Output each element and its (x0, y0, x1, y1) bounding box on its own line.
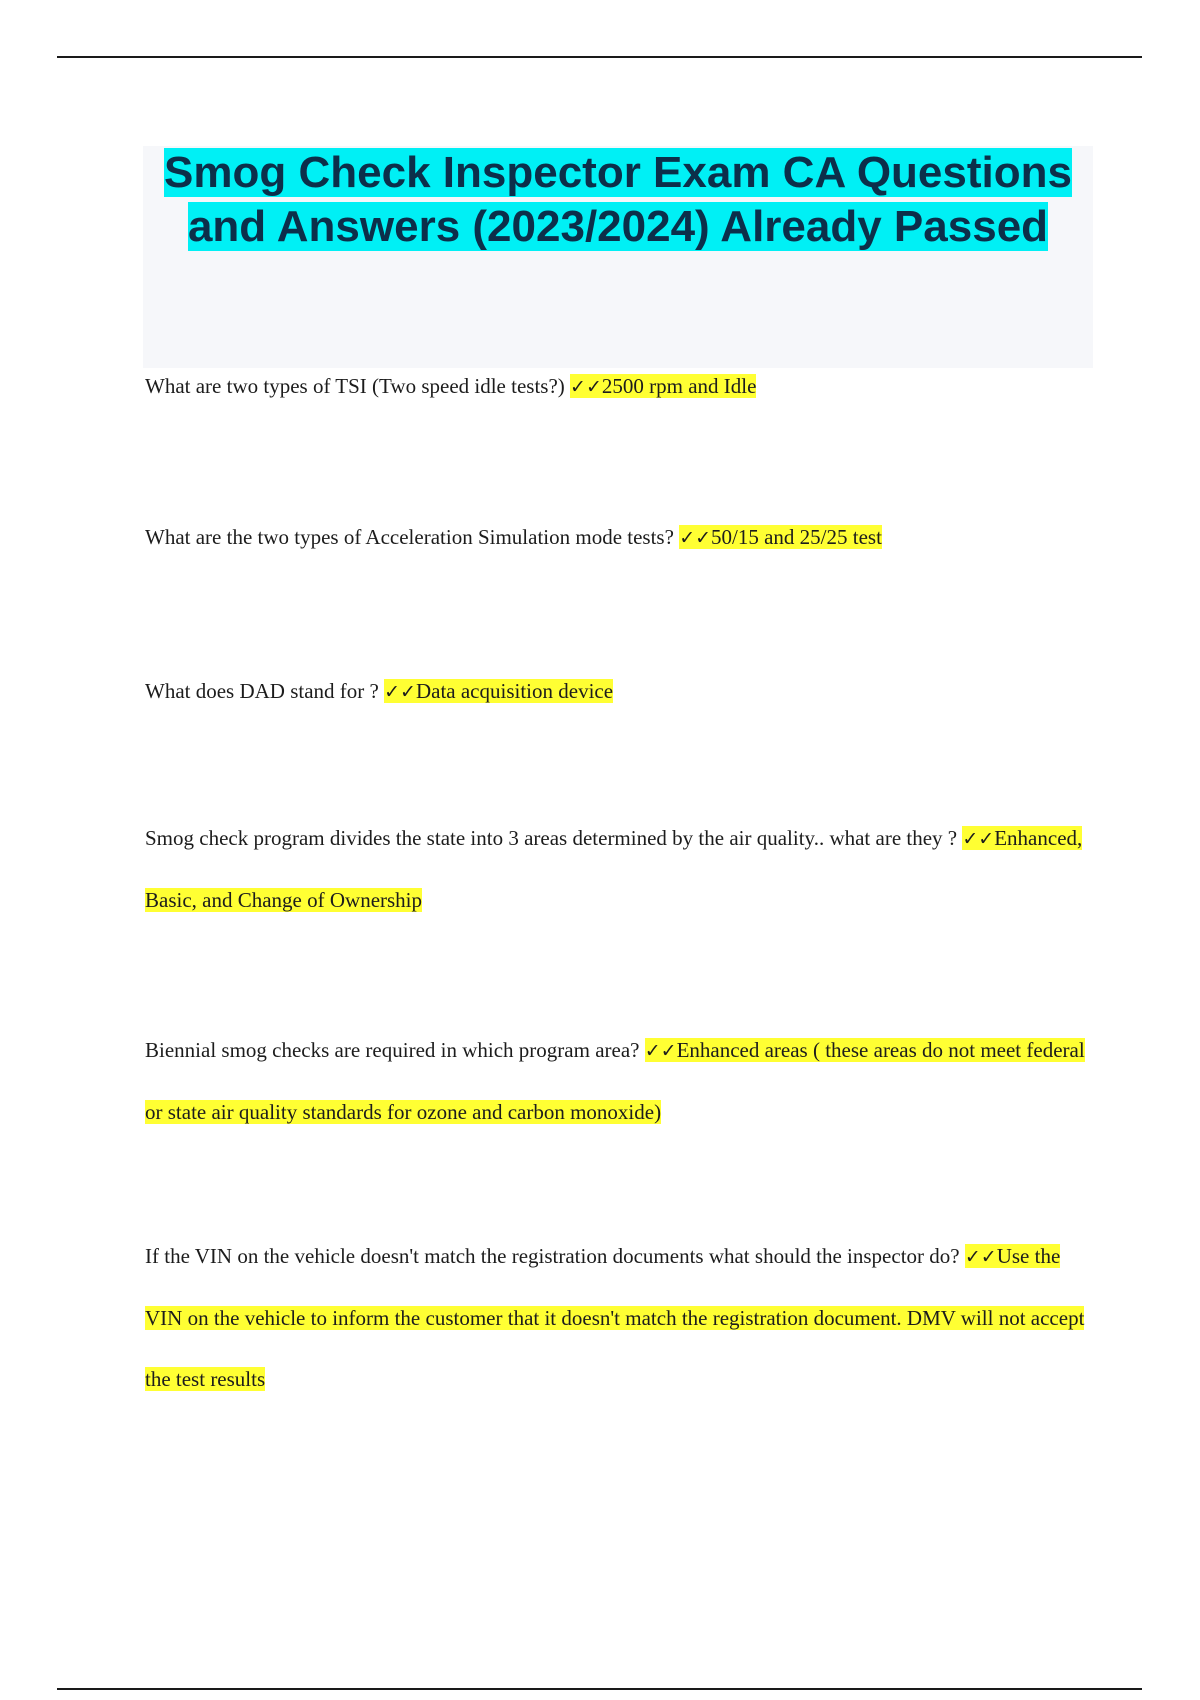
answer-text: 50/15 and 25/25 test (711, 525, 882, 549)
answer-highlight (679, 525, 882, 549)
answer-highlight (570, 374, 756, 398)
document-title (143, 146, 1093, 254)
header-rule (57, 56, 1142, 58)
footer-rule (57, 1688, 1142, 1690)
qa-item-6 (145, 1226, 1095, 1410)
question-text: What are the two types of Acceleration Simulation mode tests? (145, 525, 674, 549)
qa-item-4 (145, 808, 1095, 931)
answer-highlight (384, 679, 613, 703)
qa-item-5 (145, 1020, 1095, 1143)
answer-text: Data acquisition device (415, 679, 614, 703)
double-check-icon: ✓✓ (964, 1246, 997, 1268)
document-title-text: Smog Check Inspector Exam CA Questions and Answers (2023/2024) Already Passed (164, 148, 1072, 251)
answer-text: Enhanced, Basic, and Change of Ownership (145, 826, 1083, 912)
qa-item-2 (145, 507, 1095, 569)
double-check-icon: ✓✓ (679, 527, 712, 549)
double-check-icon: ✓✓ (384, 681, 416, 703)
question-text: Biennial smog checks are required in which program area? (145, 1038, 640, 1062)
answer-text: Enhanced areas ( these areas do not meet federal or state air quality standards for ozone and carbon monoxide) (145, 1038, 1085, 1124)
double-check-icon: ✓✓ (644, 1040, 677, 1062)
qa-item-3 (145, 661, 1095, 723)
double-check-icon: ✓✓ (962, 828, 995, 850)
answer-text: 2500 rpm and Idle (601, 374, 757, 398)
question-text: What are two types of TSI (Two speed idle tests?) (145, 374, 565, 398)
answer-text: Use the VIN on the vehicle to inform the customer that it doesn't match the registration document. DMV will not accept the test results (145, 1244, 1085, 1391)
qa-item-1 (145, 356, 1095, 418)
question-text: What does DAD stand for ? (145, 679, 379, 703)
question-text: If the VIN on the vehicle doesn't match the registration documents what should the inspector do? (145, 1244, 960, 1268)
double-check-icon: ✓✓ (570, 376, 602, 398)
question-text: Smog check program divides the state into 3 areas determined by the air quality.. what are they ? (145, 826, 958, 850)
